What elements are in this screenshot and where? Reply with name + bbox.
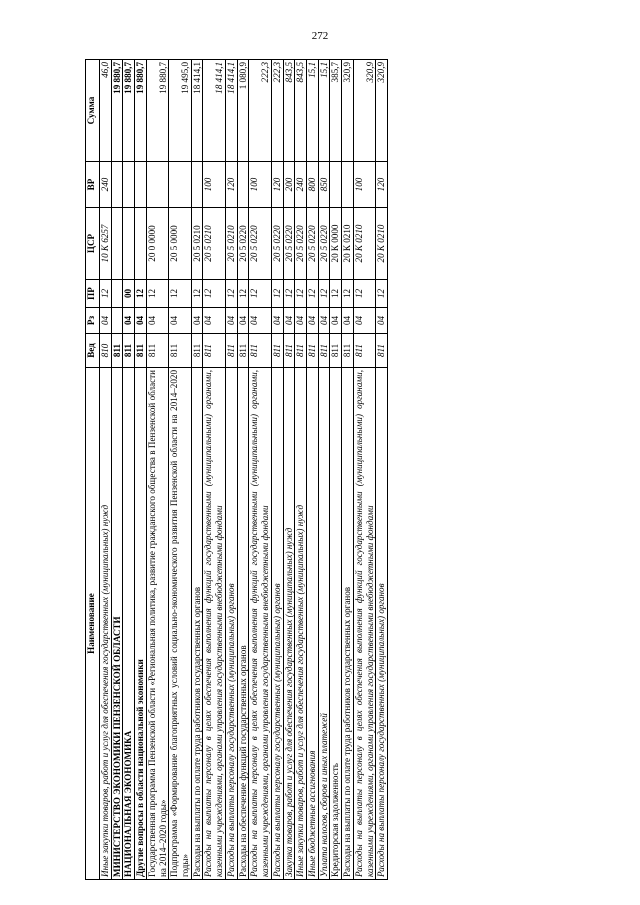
column-header-pr: ПР: [86, 280, 100, 308]
cell-sum: 222,3: [271, 60, 283, 162]
cell-sum: 46,0: [100, 60, 112, 162]
cell-pr: 12: [318, 280, 330, 308]
cell-csr: 20 5 0220: [318, 208, 330, 280]
cell-sum: 320,9: [342, 60, 354, 162]
column-header-csr: ЦСР: [86, 208, 100, 280]
cell-name: Расходы на выплаты персоналу в целях обеспечения выполнения функций государственными (муниципальными) органами, казенными учреждениями, органами управления государственными внебюджетными фондами: [249, 368, 271, 880]
cell-sum: 18 414,1: [225, 60, 237, 162]
cell-name: Расходы на выплаты персоналу государственных (муниципальных) органов: [271, 368, 283, 880]
cell-rz: 04: [123, 308, 135, 334]
cell-vr: [111, 162, 123, 208]
column-header-sum: Сумма: [86, 60, 100, 162]
cell-name: Уплата налогов, сборов и иных платежей: [318, 368, 330, 880]
cell-vr: [330, 162, 342, 208]
table-row: [100, 60, 112, 880]
table-row: [169, 60, 191, 880]
cell-vr: 800: [306, 162, 318, 208]
cell-ved: 811: [283, 334, 295, 368]
cell-name: Расходы на обеспечение функций государственных органов: [237, 368, 249, 880]
table-row: [146, 60, 168, 880]
cell-rz: 04: [146, 308, 168, 334]
cell-csr: 20 5 0210: [225, 208, 237, 280]
table-row: [283, 60, 295, 880]
cell-name: МИНИСТЕРСТВО ЭКОНОМИКИ ПЕНЗЕНСКОЙ ОБЛАСТИ: [111, 368, 123, 880]
cell-ved: 811: [353, 334, 375, 368]
cell-rz: 04: [203, 308, 225, 334]
cell-csr: 20 К 0210: [376, 208, 388, 280]
cell-ved: 811: [318, 334, 330, 368]
cell-rz: 04: [318, 308, 330, 334]
cell-vr: [135, 162, 147, 208]
cell-sum: 19 880,7: [123, 60, 135, 162]
cell-ved: 811: [191, 334, 203, 368]
cell-vr: 100: [353, 162, 375, 208]
cell-ved: 811: [237, 334, 249, 368]
cell-vr: 120: [271, 162, 283, 208]
cell-name: НАЦИОНАЛЬНАЯ ЭКОНОМИКА: [123, 368, 135, 880]
table-row: [225, 60, 237, 880]
table-row: [237, 60, 249, 880]
cell-csr: 20 5 0220: [249, 208, 271, 280]
cell-vr: 850: [318, 162, 330, 208]
cell-rz: [111, 308, 123, 334]
cell-ved: 811: [295, 334, 307, 368]
budget-table: [85, 59, 388, 880]
cell-csr: 20 К 0210: [353, 208, 375, 280]
cell-rz: 04: [295, 308, 307, 334]
table-row: [123, 60, 135, 880]
cell-rz: 04: [342, 308, 354, 334]
cell-name: Расходы на выплаты персоналу государственных (муниципальных) органов: [376, 368, 388, 880]
table-row: [342, 60, 354, 880]
cell-name: Государственная программа Пензенской области «Региональная политика, развитие гражданского общества в Пензенской области на 2014–2020 годы»: [146, 368, 168, 880]
table-row: [318, 60, 330, 880]
cell-name: Иные бюджетные ассигнования: [306, 368, 318, 880]
cell-name: Иные закупки товаров, работ и услуг для обеспечения государственных (муниципальных) нужд: [100, 368, 112, 880]
table-row: [135, 60, 147, 880]
cell-ved: 811: [135, 334, 147, 368]
column-header-ved: Вед: [86, 334, 100, 368]
cell-vr: 100: [203, 162, 225, 208]
cell-csr: 20 5 0220: [283, 208, 295, 280]
cell-pr: 12: [249, 280, 271, 308]
cell-ved: 811: [225, 334, 237, 368]
cell-pr: 12: [100, 280, 112, 308]
cell-ved: 811: [306, 334, 318, 368]
cell-vr: [237, 162, 249, 208]
cell-rz: 04: [100, 308, 112, 334]
cell-ved: 811: [249, 334, 271, 368]
cell-csr: 20 5 0220: [295, 208, 307, 280]
table-row: [249, 60, 271, 880]
cell-rz: 04: [271, 308, 283, 334]
cell-sum: 843,5: [283, 60, 295, 162]
cell-pr: 12: [353, 280, 375, 308]
cell-ved: 811: [203, 334, 225, 368]
cell-rz: 04: [225, 308, 237, 334]
cell-sum: 18 414,1: [203, 60, 225, 162]
cell-pr: 12: [376, 280, 388, 308]
cell-vr: 120: [225, 162, 237, 208]
cell-name: Подпрограмма «Формирование благоприятных условий социально-экономического развития Пензенской области на 2014–2020 годы»: [169, 368, 191, 880]
table-row: [295, 60, 307, 880]
cell-pr: 12: [330, 280, 342, 308]
cell-vr: 200: [283, 162, 295, 208]
table-row: [191, 60, 203, 880]
cell-pr: 12: [146, 280, 168, 308]
cell-sum: 843,5: [295, 60, 307, 162]
cell-sum: 385,7: [330, 60, 342, 162]
table-body: [100, 60, 388, 880]
table-row: [330, 60, 342, 880]
cell-vr: [146, 162, 168, 208]
cell-vr: 240: [295, 162, 307, 208]
cell-pr: 12: [342, 280, 354, 308]
cell-pr: 12: [295, 280, 307, 308]
cell-pr: 12: [169, 280, 191, 308]
table-row: [203, 60, 225, 880]
cell-rz: 04: [306, 308, 318, 334]
cell-name: Кредиторская задолженность: [330, 368, 342, 880]
cell-rz: 04: [330, 308, 342, 334]
table-row: [353, 60, 375, 880]
table-header-row: [86, 60, 100, 880]
cell-vr: 240: [100, 162, 112, 208]
column-header-rz: Рз: [86, 308, 100, 334]
cell-vr: 100: [249, 162, 271, 208]
cell-sum: 320,9: [376, 60, 388, 162]
rotated-page-content: [85, 60, 585, 880]
cell-csr: 20 5 0210: [191, 208, 203, 280]
cell-sum: 320,9: [353, 60, 375, 162]
table-row: [111, 60, 123, 880]
cell-name: Расходы на выплаты персоналу государственных (муниципальных) органов: [225, 368, 237, 880]
table-row: [306, 60, 318, 880]
column-header-name: Наименование: [86, 368, 100, 880]
cell-pr: 12: [306, 280, 318, 308]
cell-ved: 811: [169, 334, 191, 368]
cell-rz: 04: [169, 308, 191, 334]
table-row: [376, 60, 388, 880]
cell-vr: [123, 162, 135, 208]
cell-csr: 20 0 0000: [146, 208, 168, 280]
cell-csr: [111, 208, 123, 280]
cell-csr: 10 К 6257: [100, 208, 112, 280]
cell-pr: 12: [271, 280, 283, 308]
cell-csr: [135, 208, 147, 280]
cell-pr: 12: [135, 280, 147, 308]
cell-sum: 19 880,7: [135, 60, 147, 162]
cell-name: Расходы на выплаты по оплате труда работников государственных органов: [342, 368, 354, 880]
table-row: [271, 60, 283, 880]
cell-csr: [123, 208, 135, 280]
cell-sum: 18 414,1: [191, 60, 203, 162]
cell-sum: 19 880,7: [146, 60, 168, 162]
cell-csr: 20 К 0210: [342, 208, 354, 280]
cell-pr: 00: [123, 280, 135, 308]
cell-sum: 15,1: [306, 60, 318, 162]
cell-name: Другие вопросы в области национальной экономики: [135, 368, 147, 880]
cell-csr: 20 5 0210: [203, 208, 225, 280]
cell-ved: 811: [342, 334, 354, 368]
cell-vr: [191, 162, 203, 208]
cell-ved: 811: [330, 334, 342, 368]
page-number: 272: [311, 30, 329, 42]
cell-pr: 12: [283, 280, 295, 308]
cell-ved: 811: [271, 334, 283, 368]
cell-pr: 12: [191, 280, 203, 308]
cell-ved: 811: [111, 334, 123, 368]
column-header-vr: ВР: [86, 162, 100, 208]
cell-sum: 15,1: [318, 60, 330, 162]
cell-rz: 04: [249, 308, 271, 334]
cell-csr: 20 К 0000: [330, 208, 342, 280]
cell-rz: 04: [135, 308, 147, 334]
cell-vr: [169, 162, 191, 208]
cell-rz: 04: [376, 308, 388, 334]
cell-name: Расходы на выплаты персоналу в целях обеспечения выполнения функций государственными (муниципальными) органами, казенными учреждениями, органами управления государственными внебюджетными фондами: [353, 368, 375, 880]
cell-vr: 120: [376, 162, 388, 208]
cell-sum: 19 495,0: [169, 60, 191, 162]
cell-rz: 04: [237, 308, 249, 334]
cell-csr: 20 5 0220: [271, 208, 283, 280]
cell-rz: 04: [353, 308, 375, 334]
cell-rz: 04: [191, 308, 203, 334]
cell-ved: 811: [376, 334, 388, 368]
cell-ved: 811: [146, 334, 168, 368]
cell-pr: 12: [225, 280, 237, 308]
cell-rz: 04: [283, 308, 295, 334]
cell-pr: 12: [237, 280, 249, 308]
cell-pr: 12: [203, 280, 225, 308]
cell-name: Закупка товаров, работ и услуг для обеспечения государственных (муниципальных) нужд: [283, 368, 295, 880]
cell-csr: 20 5 0220: [306, 208, 318, 280]
cell-ved: 811: [123, 334, 135, 368]
cell-name: Иные закупки товаров, работ и услуг для обеспечения государственных (муниципальных) нужд: [295, 368, 307, 880]
cell-sum: 222,3: [249, 60, 271, 162]
cell-name: Расходы на выплаты персоналу в целях обеспечения выполнения функций государственными (муниципальными) органами, казенными учреждениями, органами управления государственными внебюджетными фондами: [203, 368, 225, 880]
cell-sum: 19 880,7: [111, 60, 123, 162]
cell-pr: [111, 280, 123, 308]
cell-csr: 20 5 0220: [237, 208, 249, 280]
cell-sum: 1 080,9: [237, 60, 249, 162]
cell-name: Расходы на выплаты по оплате труда работников государственных органов: [191, 368, 203, 880]
cell-ved: 810: [100, 334, 112, 368]
cell-csr: 20 5 0000: [169, 208, 191, 280]
cell-vr: [342, 162, 354, 208]
